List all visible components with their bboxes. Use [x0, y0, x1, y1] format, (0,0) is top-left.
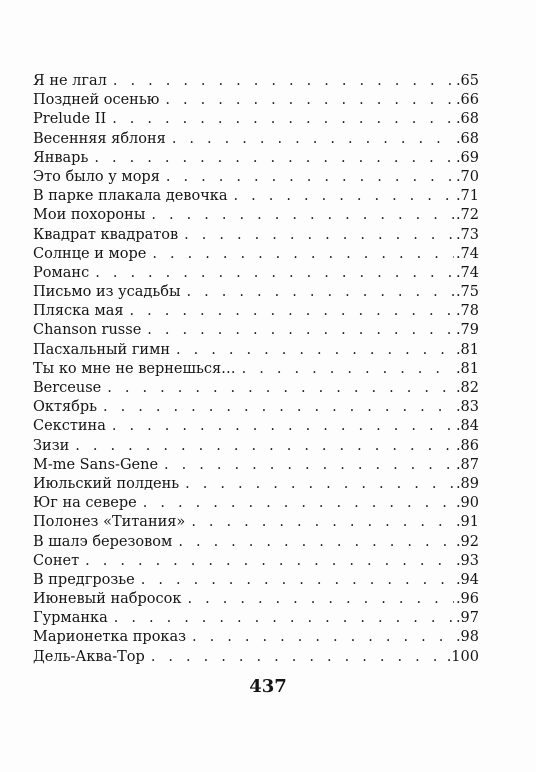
toc-entry [33, 245, 479, 264]
toc-entry-page: .87 [455, 456, 479, 473]
toc-entry-page: .97 [455, 610, 479, 627]
toc-entry-title: Октябрь [33, 399, 98, 416]
toc-entry-title: Chanson russe [33, 322, 142, 339]
toc-entry-title: Весенняя яблоня [33, 130, 166, 147]
toc-entry-page: .91 [455, 514, 479, 531]
toc-entry-page: .86 [455, 437, 479, 454]
toc-entry-page: .68 [455, 130, 479, 147]
toc-entry [33, 187, 479, 206]
toc-entry-title: Пасхальный гимн [33, 341, 171, 358]
toc-entry-title: Солнце и море [33, 245, 147, 262]
toc-entry [33, 130, 479, 149]
dot-leader [94, 149, 454, 168]
toc-entry-title: Prelude II [33, 111, 107, 128]
dot-leader [75, 437, 454, 456]
dot-leader [141, 571, 454, 590]
dot-leader [187, 590, 453, 609]
toc-entry-title: В парке плакала девочка [33, 188, 228, 205]
toc-entry-title: Berceuse [33, 380, 102, 396]
toc-entry-title: Июневый набросок [33, 591, 182, 608]
toc-entry [33, 91, 479, 110]
toc-entry [33, 494, 479, 513]
toc-entry-page: .75 [455, 284, 479, 301]
toc-entry-title: M-me Sans-Gene [33, 456, 159, 473]
toc-entry-title: Романс [33, 264, 90, 281]
toc-entry [33, 321, 479, 340]
toc-entry [33, 72, 479, 91]
toc-entry-title: В предгрозье [33, 571, 135, 588]
toc-entry [33, 168, 479, 187]
toc-entry [33, 475, 479, 494]
toc-entry-title: Сонет [33, 552, 80, 569]
dot-leader [192, 628, 454, 647]
toc-entry-page: .83 [455, 399, 479, 416]
toc-entry-title: Поздней осенью [33, 92, 160, 109]
toc-entry [33, 206, 479, 225]
dot-leader [107, 379, 454, 398]
dot-leader [165, 91, 454, 110]
dot-leader [176, 341, 454, 360]
toc-entry-title: Я не лгал [33, 73, 107, 89]
toc-entry [33, 456, 479, 475]
toc-entry-page: .93 [455, 552, 479, 569]
toc-entry-title: В шалэ березовом [33, 533, 173, 550]
dot-leader [191, 513, 454, 532]
toc-entry-page: .82 [455, 380, 479, 396]
toc-entry [33, 302, 479, 321]
dot-leader [114, 609, 454, 628]
toc-entry [33, 628, 479, 647]
toc-entry-page: .90 [455, 495, 479, 512]
dot-leader [187, 283, 454, 302]
toc-entry-page: .73 [455, 226, 479, 243]
toc-entry-page: .94 [455, 571, 479, 588]
toc-entry [33, 571, 479, 590]
toc-entry [33, 149, 479, 168]
toc-entry-title: Июльский полдень [33, 475, 180, 492]
toc-entry-page: .74 [455, 264, 479, 281]
toc-entry-title: Письмо из усадьбы [33, 284, 181, 301]
dot-leader [151, 648, 445, 667]
dot-leader [178, 533, 454, 552]
toc-entry-title: Марионетка проказ [33, 629, 187, 646]
dot-leader [112, 110, 454, 129]
toc-entry [33, 417, 479, 436]
toc-entry [33, 552, 479, 571]
toc-entry-page: .70 [455, 168, 479, 185]
toc-entry-page: .79 [455, 322, 479, 339]
dot-leader [242, 360, 454, 379]
toc-entry-page: .84 [455, 418, 479, 435]
toc-entry-page: .66 [455, 92, 479, 109]
dot-leader [95, 264, 454, 283]
toc-entry-page: .89 [455, 475, 479, 492]
toc-entry [33, 110, 479, 129]
toc-entry [33, 226, 479, 245]
toc-entry [33, 590, 479, 609]
toc-entry-title: Дель-Аква-Тор [33, 648, 145, 665]
table-of-contents [33, 72, 479, 667]
toc-entry-page: .65 [455, 73, 479, 89]
toc-entry-title: Юг на севере [33, 495, 137, 512]
dot-leader [234, 187, 454, 206]
toc-entry-page: .98 [455, 629, 479, 646]
dot-leader [112, 417, 454, 436]
toc-entry-page: .78 [455, 303, 479, 320]
dot-leader [152, 245, 454, 264]
toc-entry [33, 264, 479, 283]
toc-entry-title: Полонез «Титания» [33, 514, 186, 531]
toc-entry-page: .68 [455, 111, 479, 128]
dot-leader [113, 72, 454, 91]
toc-entry-title: Квадрат квадратов [33, 226, 179, 243]
toc-entry-page: .69 [455, 149, 479, 166]
toc-entry-title: Гурманка [33, 610, 108, 627]
toc-entry-page: .71 [455, 188, 479, 205]
toc-entry-title: Январь [33, 149, 89, 166]
toc-entry-page: .100 [446, 648, 479, 665]
dot-leader [184, 226, 454, 245]
dot-leader [130, 302, 454, 321]
toc-entry-title: Ты ко мне не вернешься… [33, 360, 236, 377]
toc-entry-title: Мои похороны [33, 207, 146, 224]
toc-entry-page: .74 [455, 245, 479, 262]
dot-leader [85, 552, 454, 571]
toc-entry [33, 513, 479, 532]
dot-leader [103, 398, 454, 417]
page-number: 437 [249, 676, 287, 697]
toc-entry [33, 609, 479, 628]
dot-leader [164, 456, 454, 475]
toc-entry-page: .96 [455, 591, 479, 608]
dot-leader [147, 321, 454, 340]
toc-entry [33, 283, 479, 302]
toc-entry-title: Зизи [33, 437, 70, 454]
toc-entry [33, 341, 479, 360]
dot-leader [143, 494, 454, 513]
toc-entry-page: .81 [455, 360, 479, 377]
toc-entry [33, 398, 479, 417]
toc-entry-page: .81 [455, 341, 479, 358]
toc-entry-page: .92 [455, 533, 479, 550]
dot-leader [172, 130, 454, 149]
toc-entry [33, 533, 479, 552]
dot-leader [151, 206, 454, 225]
toc-entry-title: Это было у моря [33, 168, 160, 185]
dot-leader [166, 168, 454, 187]
toc-entry-title: Пляска мая [33, 303, 124, 320]
toc-entry-title: Секстина [33, 418, 106, 435]
toc-entry [33, 437, 479, 456]
toc-entry [33, 379, 479, 398]
toc-entry [33, 360, 479, 379]
dot-leader [185, 475, 454, 494]
toc-entry-page: .72 [455, 207, 479, 224]
toc-entry [33, 648, 479, 667]
